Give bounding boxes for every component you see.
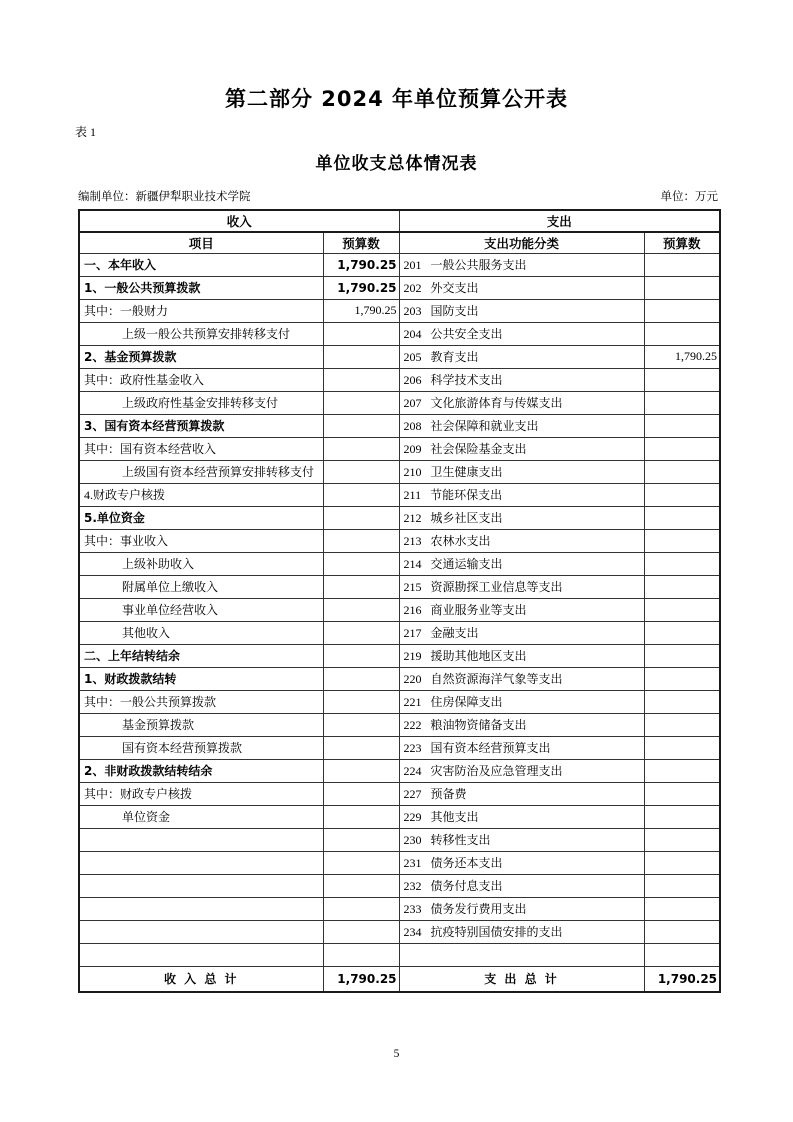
income-item-cell: 其中：政府性基金收入 bbox=[79, 368, 323, 391]
income-item-cell: 其中：一般财力 bbox=[79, 299, 323, 322]
expense-item-cell bbox=[399, 506, 644, 529]
income-budget-cell bbox=[323, 805, 399, 828]
table-row bbox=[79, 253, 720, 276]
expense-budget-cell bbox=[644, 506, 720, 529]
expense-code: 209 bbox=[403, 442, 422, 456]
table-row bbox=[79, 943, 720, 966]
income-item-cell: 其中：财政专户核拨 bbox=[79, 782, 323, 805]
income-item-cell: 1、财政拨款结转 bbox=[79, 667, 323, 690]
expense-name: 城乡社区支出 bbox=[430, 511, 503, 525]
income-item-cell bbox=[79, 851, 323, 874]
income-budget-cell bbox=[323, 621, 399, 644]
expense-item-cell bbox=[399, 828, 644, 851]
income-item-cell: 其中：事业收入 bbox=[79, 529, 323, 552]
expense-name: 住房保障支出 bbox=[430, 695, 503, 709]
table-row bbox=[79, 391, 720, 414]
table-row bbox=[79, 644, 720, 667]
expense-budget-cell bbox=[644, 391, 720, 414]
expense-item-cell bbox=[399, 805, 644, 828]
expense-item-cell bbox=[399, 276, 644, 299]
income-budget-cell bbox=[323, 667, 399, 690]
expense-name: 资源勘探工业信息等支出 bbox=[430, 580, 563, 594]
income-item-cell: 单位资金 bbox=[79, 805, 323, 828]
table-row bbox=[79, 805, 720, 828]
income-total-label: 收 入 总 计 bbox=[79, 966, 323, 992]
income-item-cell bbox=[79, 920, 323, 943]
expense-budget-cell bbox=[644, 690, 720, 713]
income-item-cell: 上级国有资本经营预算安排转移支付 bbox=[79, 460, 323, 483]
expense-item-cell bbox=[399, 874, 644, 897]
income-budget-cell bbox=[323, 874, 399, 897]
income-item-cell: 一、本年收入 bbox=[79, 253, 323, 276]
expense-name: 节能环保支出 bbox=[430, 488, 503, 502]
income-budget-cell bbox=[323, 943, 399, 966]
expense-item-cell bbox=[399, 690, 644, 713]
expense-code: 203 bbox=[403, 304, 422, 318]
income-item-cell: 其中：一般公共预算拨款 bbox=[79, 690, 323, 713]
income-total-value: 1,790.25 bbox=[323, 966, 399, 992]
expense-item-cell bbox=[399, 552, 644, 575]
expense-code: 224 bbox=[403, 764, 422, 778]
expense-budget-cell bbox=[644, 322, 720, 345]
income-item-cell: 国有资本经营预算拨款 bbox=[79, 736, 323, 759]
expense-budget-cell bbox=[644, 874, 720, 897]
expense-item-cell bbox=[399, 460, 644, 483]
expense-budget-cell bbox=[644, 805, 720, 828]
expense-name: 一般公共服务支出 bbox=[430, 258, 527, 272]
expense-code: 202 bbox=[403, 281, 422, 295]
expense-item-cell bbox=[399, 598, 644, 621]
expense-item-cell bbox=[399, 414, 644, 437]
table-row bbox=[79, 368, 720, 391]
income-item-cell: 5.单位资金 bbox=[79, 506, 323, 529]
prepared-by-label: 编制单位：新疆伊犁职业技术学院 bbox=[78, 191, 251, 203]
expense-item-cell bbox=[399, 667, 644, 690]
table-row bbox=[79, 782, 720, 805]
expense-budget-cell bbox=[644, 621, 720, 644]
expense-budget-cell bbox=[644, 759, 720, 782]
expense-code: 232 bbox=[403, 879, 422, 893]
income-budget-cell bbox=[323, 828, 399, 851]
expense-budget-cell bbox=[644, 460, 720, 483]
expense-item-cell bbox=[399, 575, 644, 598]
income-budget-cell bbox=[323, 506, 399, 529]
table-row bbox=[79, 598, 720, 621]
income-item-cell: 4.财政专户核拨 bbox=[79, 483, 323, 506]
expense-name: 国防支出 bbox=[430, 304, 479, 318]
expense-code: 214 bbox=[403, 557, 422, 571]
income-item-cell: 附属单位上缴收入 bbox=[79, 575, 323, 598]
expense-budget-cell bbox=[644, 253, 720, 276]
expense-code: 233 bbox=[403, 902, 422, 916]
income-budget-cell bbox=[323, 483, 399, 506]
expense-name: 债务发行费用支出 bbox=[430, 902, 527, 916]
table-row bbox=[79, 483, 720, 506]
income-budget-cell: 1,790.25 bbox=[323, 276, 399, 299]
expense-item-cell bbox=[399, 322, 644, 345]
expense-name: 灾害防治及应急管理支出 bbox=[430, 764, 563, 778]
expense-name: 债务付息支出 bbox=[430, 879, 503, 893]
column-header-row bbox=[79, 232, 720, 253]
income-item-cell bbox=[79, 874, 323, 897]
table-body bbox=[79, 253, 720, 966]
income-budget-cell bbox=[323, 460, 399, 483]
income-group-header: 收入 bbox=[79, 210, 399, 232]
expense-name: 自然资源海洋气象等支出 bbox=[430, 672, 563, 686]
expense-name: 外交支出 bbox=[430, 281, 479, 295]
income-item-cell: 上级补助收入 bbox=[79, 552, 323, 575]
expense-code: 204 bbox=[403, 327, 422, 341]
income-item-cell: 基金预算拨款 bbox=[79, 713, 323, 736]
income-budget-cell bbox=[323, 529, 399, 552]
expense-budget-cell bbox=[644, 897, 720, 920]
expense-item-cell bbox=[399, 736, 644, 759]
expense-code: 210 bbox=[403, 465, 422, 479]
income-item-cell: 上级一般公共预算安排转移支付 bbox=[79, 322, 323, 345]
table-row bbox=[79, 322, 720, 345]
expense-code: 231 bbox=[403, 856, 422, 870]
table-row bbox=[79, 276, 720, 299]
expense-code: 229 bbox=[403, 810, 422, 824]
expense-item-cell bbox=[399, 621, 644, 644]
expense-name: 援助其他地区支出 bbox=[430, 649, 527, 663]
income-item-cell: 1、一般公共预算拨款 bbox=[79, 276, 323, 299]
expense-item-cell bbox=[399, 782, 644, 805]
expense-class-column-header: 支出功能分类 bbox=[399, 232, 644, 253]
page-number: 5 bbox=[393, 1048, 400, 1060]
expense-name: 农林水支出 bbox=[430, 534, 491, 548]
table-row bbox=[79, 299, 720, 322]
expense-budget-cell bbox=[644, 851, 720, 874]
expense-code: 223 bbox=[403, 741, 422, 755]
expense-name: 科学技术支出 bbox=[430, 373, 503, 387]
expense-budget-column-header: 预算数 bbox=[644, 232, 720, 253]
income-budget-cell bbox=[323, 690, 399, 713]
expense-budget-cell bbox=[644, 437, 720, 460]
table-row bbox=[79, 621, 720, 644]
expense-budget-cell bbox=[644, 828, 720, 851]
table-row bbox=[79, 414, 720, 437]
table-row bbox=[79, 690, 720, 713]
table-title: 单位收支总体情况表 bbox=[315, 154, 478, 174]
income-budget-cell bbox=[323, 713, 399, 736]
expense-name: 教育支出 bbox=[430, 350, 479, 364]
income-item-cell: 2、非财政拨款结转结余 bbox=[79, 759, 323, 782]
total-row bbox=[79, 966, 720, 992]
income-budget-cell bbox=[323, 414, 399, 437]
group-header-row bbox=[79, 210, 720, 232]
expense-code: 212 bbox=[403, 511, 422, 525]
expense-item-cell bbox=[399, 759, 644, 782]
table-row bbox=[79, 345, 720, 368]
table-row bbox=[79, 851, 720, 874]
table-row bbox=[79, 828, 720, 851]
income-budget-cell bbox=[323, 345, 399, 368]
income-item-cell: 上级政府性基金安排转移支付 bbox=[79, 391, 323, 414]
income-item-cell: 2、基金预算拨款 bbox=[79, 345, 323, 368]
income-item-cell: 其中：国有资本经营收入 bbox=[79, 437, 323, 460]
income-item-cell: 事业单位经营收入 bbox=[79, 598, 323, 621]
income-budget-cell bbox=[323, 897, 399, 920]
meta-row bbox=[78, 190, 718, 204]
expense-code: 216 bbox=[403, 603, 422, 617]
expense-item-cell bbox=[399, 253, 644, 276]
expense-budget-cell bbox=[644, 713, 720, 736]
expense-code: 213 bbox=[403, 534, 422, 548]
expense-item-cell bbox=[399, 368, 644, 391]
expense-item-cell bbox=[399, 345, 644, 368]
expense-budget-cell bbox=[644, 276, 720, 299]
expense-budget-cell bbox=[644, 598, 720, 621]
expense-item-cell bbox=[399, 391, 644, 414]
table-row bbox=[79, 897, 720, 920]
expense-name: 金融支出 bbox=[430, 626, 479, 640]
income-budget-cell bbox=[323, 920, 399, 943]
expense-budget-cell bbox=[644, 414, 720, 437]
table-row bbox=[79, 575, 720, 598]
expense-item-cell bbox=[399, 897, 644, 920]
expense-item-cell bbox=[399, 299, 644, 322]
income-budget-cell bbox=[323, 575, 399, 598]
unit-label: 单位：万元 bbox=[660, 191, 718, 203]
table-row bbox=[79, 874, 720, 897]
income-item-cell: 其他收入 bbox=[79, 621, 323, 644]
table-row bbox=[79, 759, 720, 782]
expense-budget-cell bbox=[644, 667, 720, 690]
expense-code: 208 bbox=[403, 419, 422, 433]
expense-code: 222 bbox=[403, 718, 422, 732]
table-row bbox=[79, 437, 720, 460]
income-budget-cell bbox=[323, 437, 399, 460]
table-row bbox=[79, 460, 720, 483]
expense-code: 217 bbox=[403, 626, 422, 640]
expense-item-cell bbox=[399, 437, 644, 460]
income-item-cell bbox=[79, 897, 323, 920]
expense-group-header: 支出 bbox=[399, 210, 720, 232]
expense-code: 234 bbox=[403, 925, 422, 939]
document-title: 第二部分 2024 年单位预算公开表 bbox=[224, 87, 569, 111]
expense-name: 卫生健康支出 bbox=[430, 465, 503, 479]
expense-budget-cell bbox=[644, 529, 720, 552]
expense-item-cell bbox=[399, 713, 644, 736]
expense-budget-cell bbox=[644, 368, 720, 391]
expense-code: 219 bbox=[403, 649, 422, 663]
income-item-cell bbox=[79, 828, 323, 851]
expense-item-cell bbox=[399, 943, 644, 966]
income-item-cell bbox=[79, 943, 323, 966]
income-budget-cell bbox=[323, 782, 399, 805]
expense-name: 粮油物资储备支出 bbox=[430, 718, 527, 732]
income-budget-cell bbox=[323, 391, 399, 414]
income-budget-cell bbox=[323, 759, 399, 782]
expense-code: 201 bbox=[403, 258, 422, 272]
table-row bbox=[79, 736, 720, 759]
expense-name: 抗疫特别国债安排的支出 bbox=[430, 925, 563, 939]
income-budget-cell bbox=[323, 736, 399, 759]
table-row bbox=[79, 506, 720, 529]
table-row bbox=[79, 920, 720, 943]
expense-item-cell bbox=[399, 920, 644, 943]
expense-name: 商业服务业等支出 bbox=[430, 603, 527, 617]
expense-name: 文化旅游体育与传媒支出 bbox=[430, 396, 563, 410]
table-row bbox=[79, 667, 720, 690]
expense-code: 227 bbox=[403, 787, 422, 801]
expense-budget-cell bbox=[644, 552, 720, 575]
income-budget-cell bbox=[323, 598, 399, 621]
table-label: 表 1 bbox=[75, 125, 97, 139]
item-column-header: 项目 bbox=[79, 232, 323, 253]
expense-code: 205 bbox=[403, 350, 422, 364]
expense-budget-cell bbox=[644, 920, 720, 943]
budget-table bbox=[78, 209, 721, 993]
expense-name: 债务还本支出 bbox=[430, 856, 503, 870]
expense-budget-cell bbox=[644, 299, 720, 322]
expense-name: 预备费 bbox=[430, 787, 467, 801]
expense-name: 国有资本经营预算支出 bbox=[430, 741, 551, 755]
expense-name: 其他支出 bbox=[430, 810, 479, 824]
expense-item-cell bbox=[399, 483, 644, 506]
expense-total-label: 支 出 总 计 bbox=[399, 966, 644, 992]
table-row bbox=[79, 529, 720, 552]
expense-budget-cell bbox=[644, 782, 720, 805]
expense-code: 221 bbox=[403, 695, 422, 709]
expense-code: 230 bbox=[403, 833, 422, 847]
expense-budget-cell bbox=[644, 575, 720, 598]
expense-code: 215 bbox=[403, 580, 422, 594]
expense-item-cell bbox=[399, 851, 644, 874]
income-budget-cell bbox=[323, 552, 399, 575]
expense-name: 转移性支出 bbox=[430, 833, 491, 847]
expense-code: 207 bbox=[403, 396, 422, 410]
income-budget-column-header: 预算数 bbox=[323, 232, 399, 253]
expense-budget-cell bbox=[644, 943, 720, 966]
expense-code: 206 bbox=[403, 373, 422, 387]
expense-name: 社会保障和就业支出 bbox=[430, 419, 539, 433]
income-budget-cell: 1,790.25 bbox=[323, 299, 399, 322]
income-budget-cell bbox=[323, 644, 399, 667]
expense-budget-cell: 1,790.25 bbox=[644, 345, 720, 368]
expense-budget-cell bbox=[644, 736, 720, 759]
expense-name: 公共安全支出 bbox=[430, 327, 503, 341]
expense-name: 社会保险基金支出 bbox=[430, 442, 527, 456]
expense-item-cell bbox=[399, 644, 644, 667]
expense-code: 220 bbox=[403, 672, 422, 686]
expense-budget-cell bbox=[644, 483, 720, 506]
income-budget-cell bbox=[323, 851, 399, 874]
expense-code: 211 bbox=[403, 488, 422, 502]
table-row bbox=[79, 552, 720, 575]
income-budget-cell bbox=[323, 368, 399, 391]
expense-budget-cell bbox=[644, 644, 720, 667]
income-budget-cell: 1,790.25 bbox=[323, 253, 399, 276]
expense-name: 交通运输支出 bbox=[430, 557, 503, 571]
income-budget-cell bbox=[323, 322, 399, 345]
table-row bbox=[79, 713, 720, 736]
expense-total-value: 1,790.25 bbox=[644, 966, 720, 992]
income-item-cell: 3、国有资本经营预算拨款 bbox=[79, 414, 323, 437]
expense-item-cell bbox=[399, 529, 644, 552]
income-item-cell: 二、上年结转结余 bbox=[79, 644, 323, 667]
